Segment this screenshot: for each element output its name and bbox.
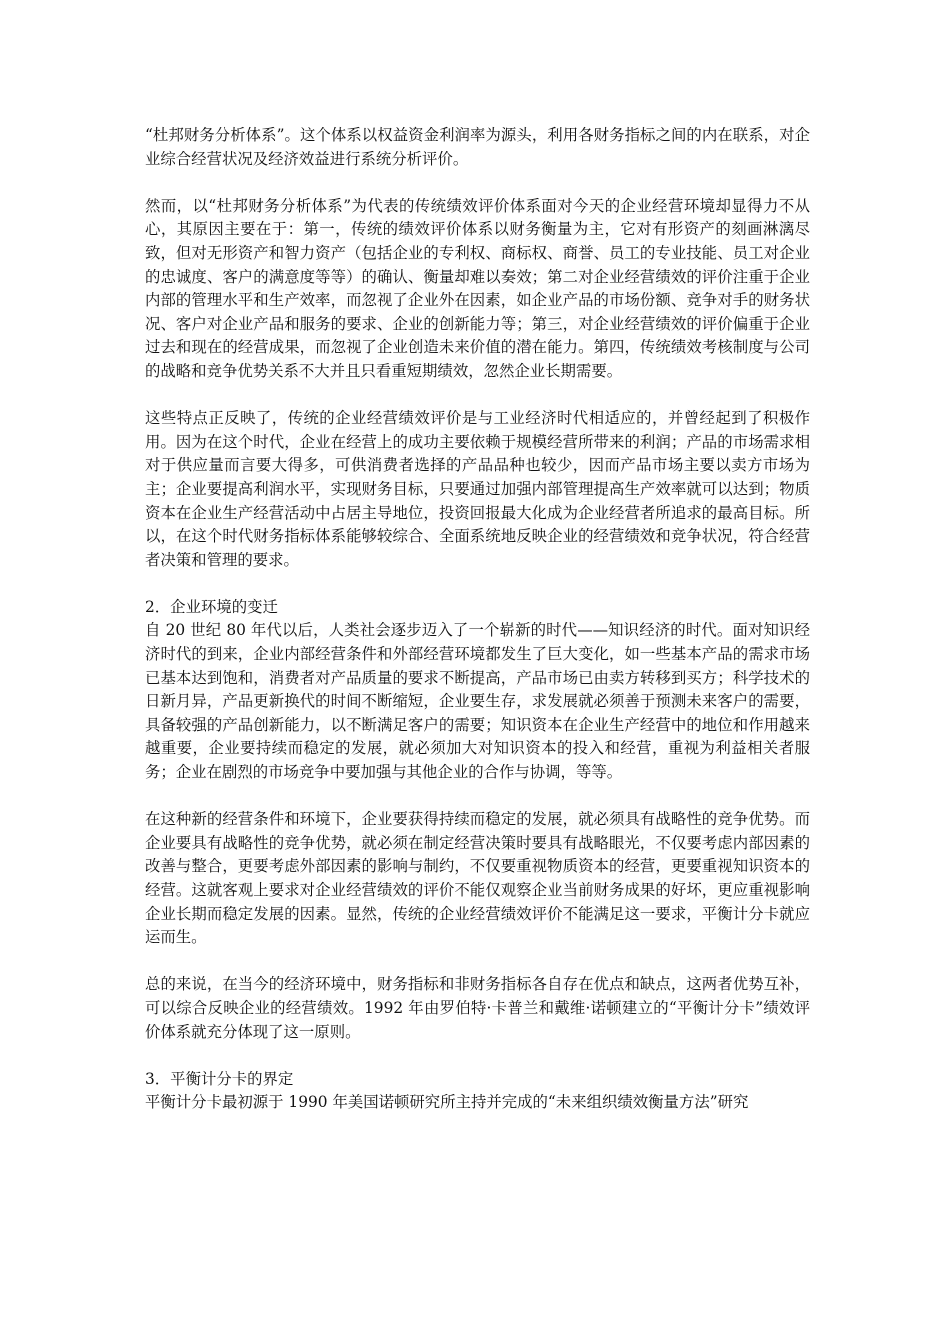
paragraph-knowledge-economy: 自 20 世纪 80 年代以后，人类社会逐步迈入了一个崭新的时代——知识经济的时代。面对知识经济时代的到来，企业内部经营条件和外部经营环境都发生了巨大变化，如一些基本产品的需求市场已基本达到饱和，消费者对产品质量的要求不断提高，产品市场已由卖方转移到买方；科学技术的日新月异，产品更新换代的时间不断缩短，企业要生存，求发展就必须善于预测未来客户的需要，具备较强的产品创新能力，以不断满足客户的需要；知识资本在企业生产经营中的地位和作用越来越重要，企业要持续而稳定的发展，就必须加大对知识资本的投入和经营，重视为利益相关者服务；企业在剧烈的市场竞争中要加强与其他企业的合作与协调，等等。 [145,621,810,782]
paragraph-spacer [145,572,810,596]
paragraph-spacer [145,950,810,974]
section-3-heading: 3．平衡计分卡的界定 [145,1069,294,1088]
paragraph-strategic-advantage: 在这种新的经营条件和环境下，企业要获得持续而稳定的发展，就必须具有战略性的竞争优势。而企业要具有战略性的竞争优势，就必须在制定经营决策时要具有战略眼光，不仅要考虑内部因素的改善与整合，更要考虑外部因素的影响与制约，不仅要重视物质资本的经营，更要重视知识资本的经营。这就客观上要求对企业经营绩效的评价不能仅观察企业当前财务成果的好坏，更应重视影响企业长期而稳定发展的因素。显然，传统的企业经营绩效评价不能满足这一要求，平衡计分卡就应运而生。 [145,810,810,947]
paragraph-spacer [145,785,810,809]
paragraph-dupont-intro: “杜邦财务分析体系”。这个体系以权益资金利润率为源头，利用各财务指标之间的内在联系，对企业综合经营状况及经济效益进行系统分析评价。 [145,126,810,168]
paragraph-spacer [145,384,810,408]
section-2-heading: 2．企业环境的变迁 [145,597,278,616]
paragraph-industrial-era: 这些特点正反映了，传统的企业经营绩效评价是与工业经济时代相适应的，并曾经起到了积极作用。因为在这个时代，企业在经营上的成功主要依赖于规模经营所带来的利润；产品的市场需求相对于供应量而言要大得多，可供消费者选择的产品品种也较少，因而产品市场主要以卖方市场为主；企业要提高利润水平，实现财务目标，只要通过加强内部管理提高生产效率就可以达到；物质资本在企业生产经营活动中占居主导地位，投资回报最大化成为企业经营者所追求的最高目标。所以，在这个时代财务指标体系能够较综合、全面系统地反映企业的经营绩效和竞争状况，符合经营者决策和管理的要求。 [145,409,810,569]
paragraph-spacer [145,1044,810,1068]
paragraph-bsc-origin: 平衡计分卡最初源于 1990 年美国诺顿研究所主持并完成的“未来组织绩效衡量方法”研究 [145,1093,749,1112]
paragraph-spacer [145,171,810,195]
paragraph-summary: 总的来说，在当今的经济环境中，财务指标和非财务指标各自存在优点和缺点，这两者优势互补，可以综合反映企业的经营绩效。1992 年由罗伯特·卡普兰和戴维·诺顿建立的“平衡计分卡”绩效评价体系就充分体现了这一原则。 [145,975,810,1041]
document-body [145,124,810,1115]
paragraph-traditional-limits: 然而，以“杜邦财务分析体系”为代表的传统绩效评价体系面对今天的企业经营环境却显得力不从心，其原因主要在于：第一，传统的绩效评价体系以财务衡量为主，它对有形资产的刻画淋漓尽致，但对无形资产和智力资产（包括企业的专利权、商标权、商誉、员工的专业技能、员工对企业的忠诚度、客户的满意度等等）的确认、衡量却难以奏效；第二对企业经营绩效的评价注重于企业内部的管理水平和生产效率，而忽视了企业外在因素，如企业产品的市场份额、竞争对手的财务状况、客户对企业产品和服务的要求、企业的创新能力等；第三，对企业经营绩效的评价偏重于企业过去和现在的经营成果，而忽视了企业创造未来价值的潜在能力。第四，传统绩效考核制度与公司的战略和竞争优势关系不大并且只看重短期绩效，忽然企业长期需要。 [145,196,810,380]
